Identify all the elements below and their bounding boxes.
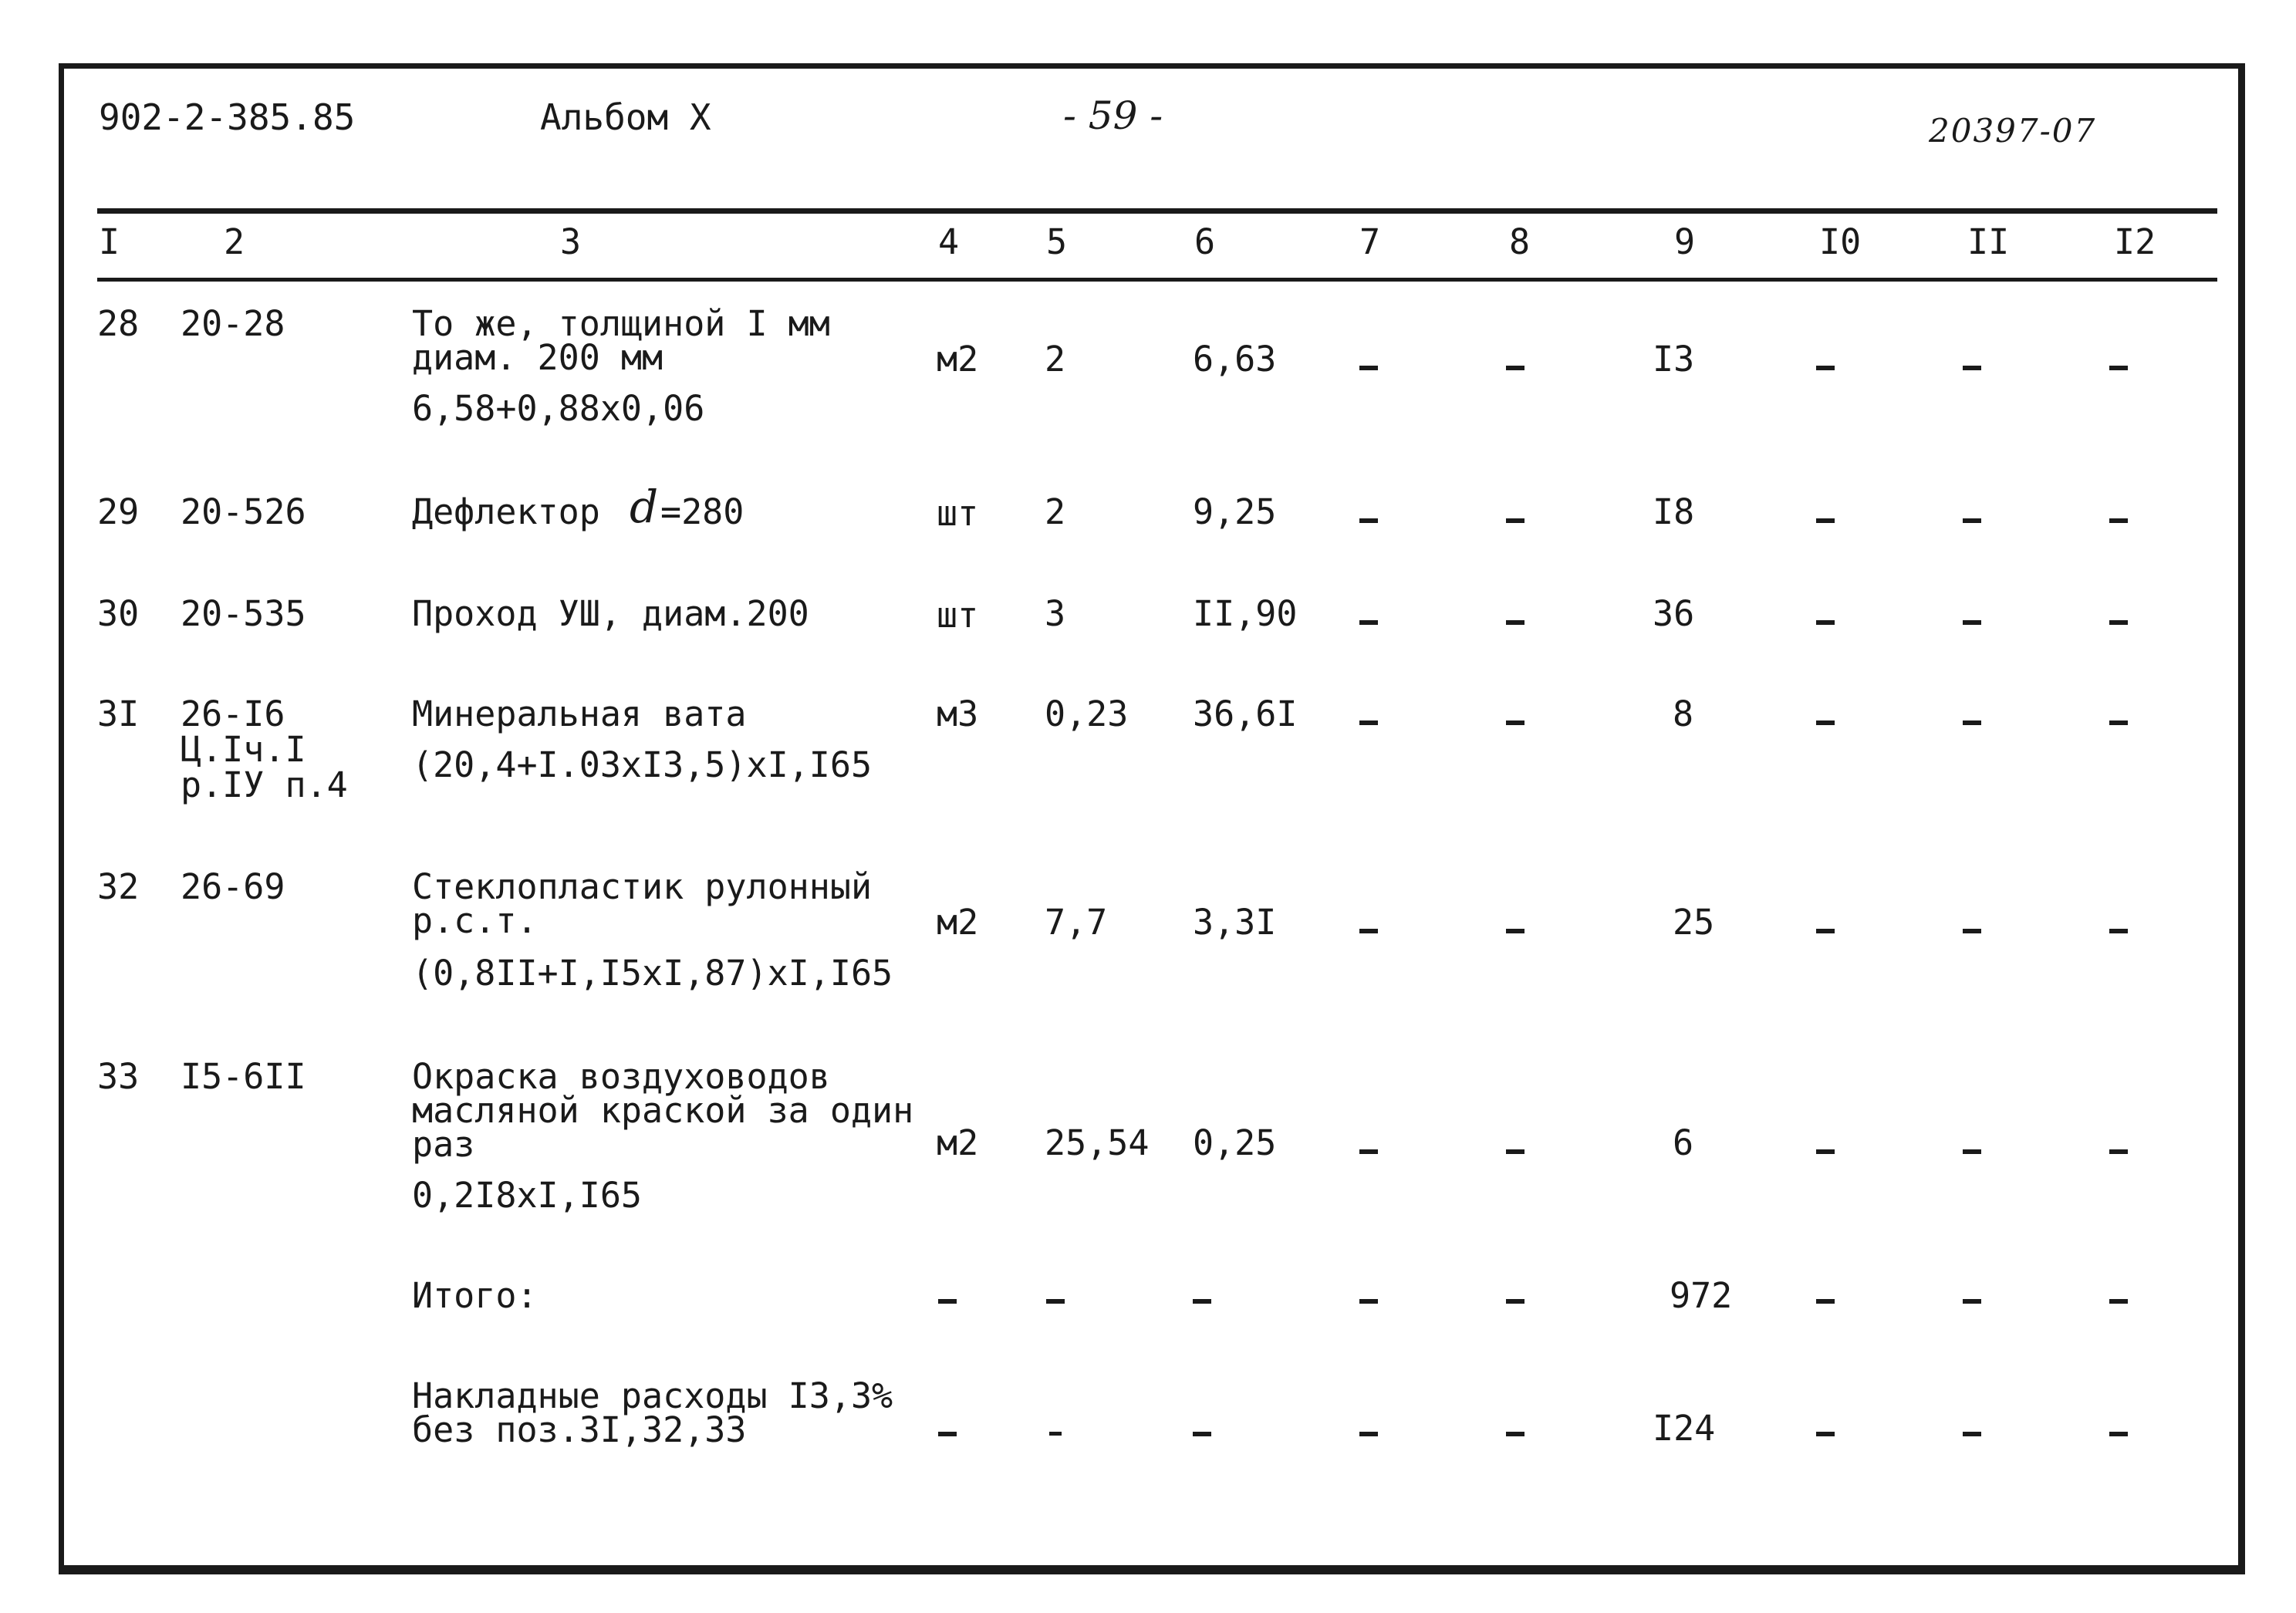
empty-dash	[1506, 1432, 1524, 1436]
row-position: 28	[97, 303, 140, 344]
row-description: =280	[660, 491, 745, 532]
empty-dash	[1359, 1149, 1378, 1154]
row-unit: шт	[937, 493, 979, 534]
table-header-rule	[97, 278, 2217, 282]
empty-dash	[1963, 1432, 1981, 1436]
row-description: Окраска воздуховодов	[412, 1056, 830, 1097]
empty-dash	[1963, 1299, 1981, 1304]
empty-dash	[1816, 720, 1835, 725]
row-total: 8	[1673, 693, 1694, 734]
col-header-8: 8	[1509, 221, 1531, 262]
empty-dash	[1816, 620, 1835, 625]
empty-dash	[1049, 1432, 1062, 1436]
row-quantity: 2	[1045, 339, 1066, 380]
row-quantity: 0,23	[1045, 693, 1129, 734]
col-header-2: 2	[224, 221, 245, 262]
row-unit: м3	[937, 693, 979, 734]
row-unit: м2	[937, 1122, 979, 1163]
row-position: 30	[97, 593, 140, 634]
row-formula: 6,58+0,88х0,06	[412, 388, 705, 429]
row-code: 20-28	[181, 303, 285, 344]
empty-dash	[2109, 1432, 2128, 1436]
row-price: 36,6I	[1193, 693, 1298, 734]
empty-dash	[1963, 518, 1981, 523]
empty-dash	[1816, 518, 1835, 523]
empty-dash	[1963, 620, 1981, 625]
row-total: 6	[1673, 1122, 1694, 1163]
empty-dash	[1963, 1149, 1981, 1154]
row-position: 29	[97, 491, 140, 532]
summary-label: без поз.3I,32,33	[412, 1409, 747, 1450]
col-header-7: 7	[1359, 221, 1381, 262]
summary-label: Итого:	[412, 1275, 538, 1316]
empty-dash	[1816, 1149, 1835, 1154]
row-description: раз	[412, 1124, 475, 1165]
empty-dash	[1359, 366, 1378, 370]
empty-dash	[2109, 518, 2128, 523]
row-unit: м2	[937, 339, 979, 380]
document-frame	[59, 63, 2245, 1574]
row-formula: (0,8II+I,I5хI,87)хI,I65	[412, 953, 893, 994]
inventory-number: 20397-07	[1929, 112, 2097, 150]
row-quantity: 7,7	[1045, 902, 1108, 943]
album-title: Альбом X	[540, 96, 711, 138]
col-header-5: 5	[1046, 221, 1068, 262]
row-quantity: 3	[1045, 593, 1066, 634]
col-header-10: I0	[1819, 221, 1862, 262]
empty-dash	[938, 1432, 957, 1436]
col-header-12: I2	[2114, 221, 2156, 262]
row-price: II,90	[1193, 593, 1298, 634]
row-code: I5-6II	[181, 1056, 306, 1097]
row-description: Проход УШ, диам.200	[412, 593, 809, 634]
row-description: диам. 200 мм	[412, 337, 663, 378]
empty-dash	[1506, 929, 1524, 933]
empty-dash	[2109, 720, 2128, 725]
row-description: Дефлектор	[412, 491, 600, 532]
col-header-3: 3	[560, 221, 582, 262]
empty-dash	[2109, 1299, 2128, 1304]
empty-dash	[1506, 518, 1524, 523]
row-total: 36	[1653, 593, 1695, 634]
empty-dash	[2109, 1149, 2128, 1154]
row-code: 26-69	[181, 866, 285, 907]
row-description: Стеклопластик рулонный	[412, 866, 873, 907]
row-total: 25	[1673, 902, 1715, 943]
empty-dash	[2109, 366, 2128, 370]
empty-dash	[1963, 929, 1981, 933]
row-code: 20-526	[181, 491, 306, 532]
empty-dash	[1506, 1149, 1524, 1154]
row-position: 32	[97, 866, 140, 907]
col-header-11: II	[1967, 221, 2010, 262]
empty-dash	[1359, 929, 1378, 933]
row-code-ref: р.IУ п.4	[181, 764, 348, 805]
empty-dash	[1359, 720, 1378, 725]
empty-dash	[1359, 518, 1378, 523]
row-code: 20-535	[181, 593, 306, 634]
empty-dash	[1816, 929, 1835, 933]
empty-dash	[1193, 1432, 1211, 1436]
col-header-9: 9	[1674, 221, 1696, 262]
page-number: - 59 -	[1063, 93, 1163, 138]
row-total: I3	[1653, 339, 1695, 380]
table-top-rule	[97, 208, 2217, 214]
row-price: 0,25	[1193, 1122, 1277, 1163]
row-quantity: 2	[1045, 491, 1066, 532]
row-price: 6,63	[1193, 339, 1277, 380]
row-unit: м2	[937, 902, 979, 943]
empty-dash	[1359, 1299, 1378, 1304]
row-unit: шт	[937, 595, 979, 636]
row-description: То же, толщиной I мм	[412, 303, 830, 344]
empty-dash	[1963, 720, 1981, 725]
empty-dash	[1816, 1299, 1835, 1304]
empty-dash	[1963, 366, 1981, 370]
row-formula: 0,2I8хI,I65	[412, 1175, 643, 1216]
row-price: 3,3I	[1193, 902, 1277, 943]
row-code-ref: Ц.Iч.I	[181, 729, 306, 770]
empty-dash	[1506, 720, 1524, 725]
empty-dash	[2109, 620, 2128, 625]
empty-dash	[1506, 366, 1524, 370]
row-description: р.с.т.	[412, 900, 538, 941]
empty-dash	[938, 1299, 957, 1304]
empty-dash	[1506, 620, 1524, 625]
row-formula: (20,4+I.03хI3,5)хI,I65	[412, 744, 873, 785]
empty-dash	[1193, 1299, 1211, 1304]
row-code: 26-I6	[181, 693, 285, 734]
row-description: Минеральная вата	[412, 693, 747, 734]
empty-dash	[1046, 1299, 1065, 1304]
empty-dash	[2109, 929, 2128, 933]
row-price: 9,25	[1193, 491, 1277, 532]
summary-total: I24	[1653, 1408, 1716, 1449]
row-position: 3I	[97, 693, 140, 734]
row-total: I8	[1653, 491, 1695, 532]
empty-dash	[1359, 620, 1378, 625]
row-quantity: 25,54	[1045, 1122, 1150, 1163]
col-header-1: I	[99, 221, 120, 262]
empty-dash	[1506, 1299, 1524, 1304]
row-description: масляной краской за один	[412, 1090, 914, 1131]
summary-total: 972	[1670, 1275, 1733, 1316]
empty-dash	[1816, 1432, 1835, 1436]
summary-label: Накладные расходы I3,3%	[412, 1375, 893, 1416]
empty-dash	[1816, 366, 1835, 370]
diameter-symbol: d	[630, 481, 659, 533]
col-header-6: 6	[1194, 221, 1216, 262]
row-position: 33	[97, 1056, 140, 1097]
col-header-4: 4	[938, 221, 960, 262]
empty-dash	[1359, 1432, 1378, 1436]
doc-code: 902-2-385.85	[99, 96, 356, 138]
